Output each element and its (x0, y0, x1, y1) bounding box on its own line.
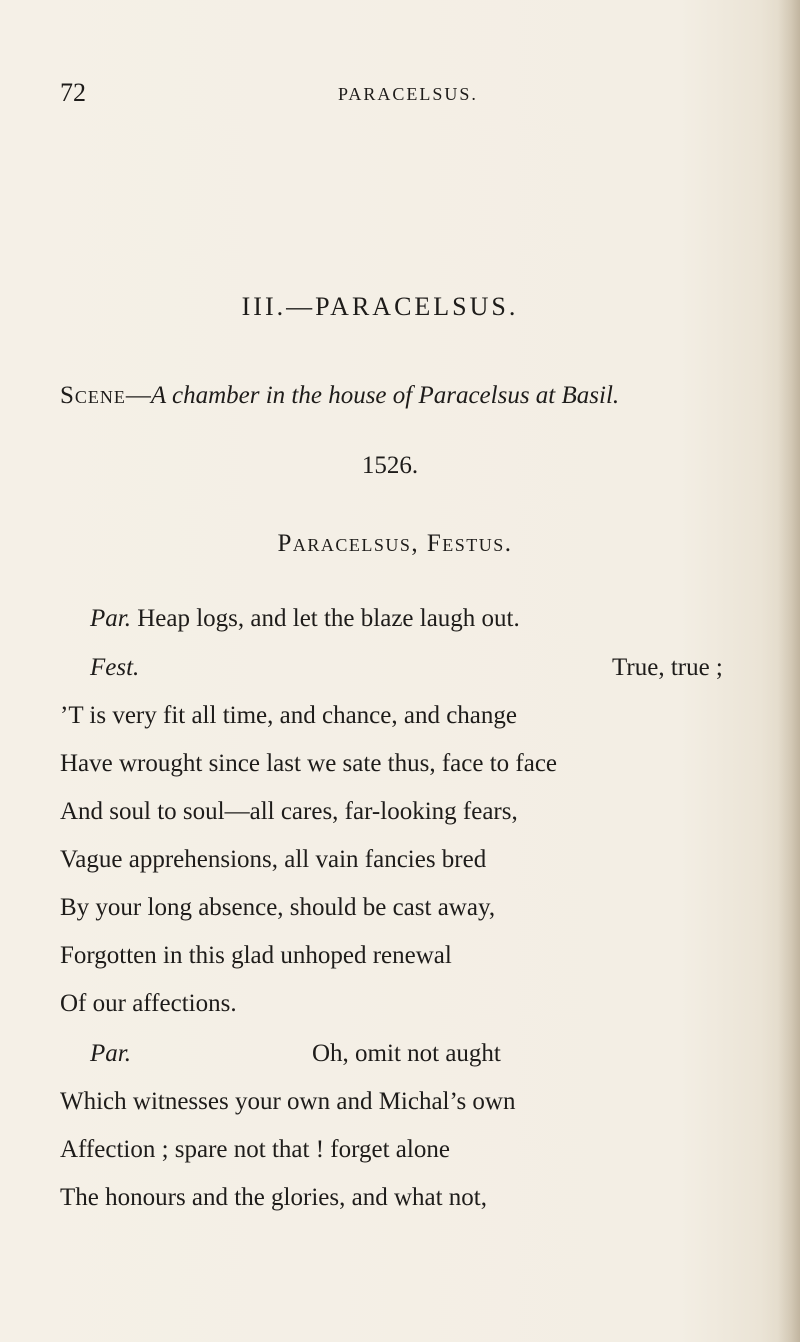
verse-line (90, 654, 790, 688)
verse-line: Have wrought since last we sate thus, face to face (60, 750, 558, 777)
scene-dash: — (125, 382, 151, 409)
verse-line: Vague apprehensions, all vain fancies bred (60, 846, 487, 873)
scene-label: Scene (60, 382, 126, 409)
verse-line: Affection ; spare not that ! forget alone (60, 1136, 450, 1163)
verse-line: ’T is very fit all time, and chance, and change (60, 702, 517, 729)
page-number: 72 (60, 78, 86, 107)
verse-text: Heap logs, and let the blaze laugh out. (137, 605, 520, 632)
verse-line: And soul to soul—all cares, far-looking fears, (60, 798, 518, 825)
verse-line: Forgotten in this glad unhoped renewal (60, 942, 452, 969)
speaker-name: Fest. (90, 654, 140, 681)
running-head: PARACELSUS. (338, 84, 478, 104)
speaker-name: Par. (90, 1040, 131, 1067)
verse-line: The honours and the glories, and what not, (60, 1184, 487, 1211)
scene-year: 1526. (361, 452, 419, 479)
scene-heading (60, 382, 619, 410)
section-title: III.—PARACELSUS. (241, 292, 519, 321)
page-header (60, 78, 740, 114)
verse-line: By your long absence, should be cast away, (60, 894, 496, 921)
verse-line: Of our affections. (60, 990, 237, 1017)
scene-description: A chamber in the house of Paracelsus at Basil. (150, 382, 620, 409)
verse-line: Which witnesses your own and Michal’s own (60, 1088, 516, 1115)
verse-text: Oh, omit not aught (312, 1040, 501, 1067)
speaker-name: Par. (90, 605, 131, 632)
verse-line (90, 605, 520, 633)
verse-line (90, 1040, 690, 1074)
characters-list: Paracelsus, Festus. (277, 530, 513, 557)
verse-text: True, true ; (612, 654, 723, 681)
